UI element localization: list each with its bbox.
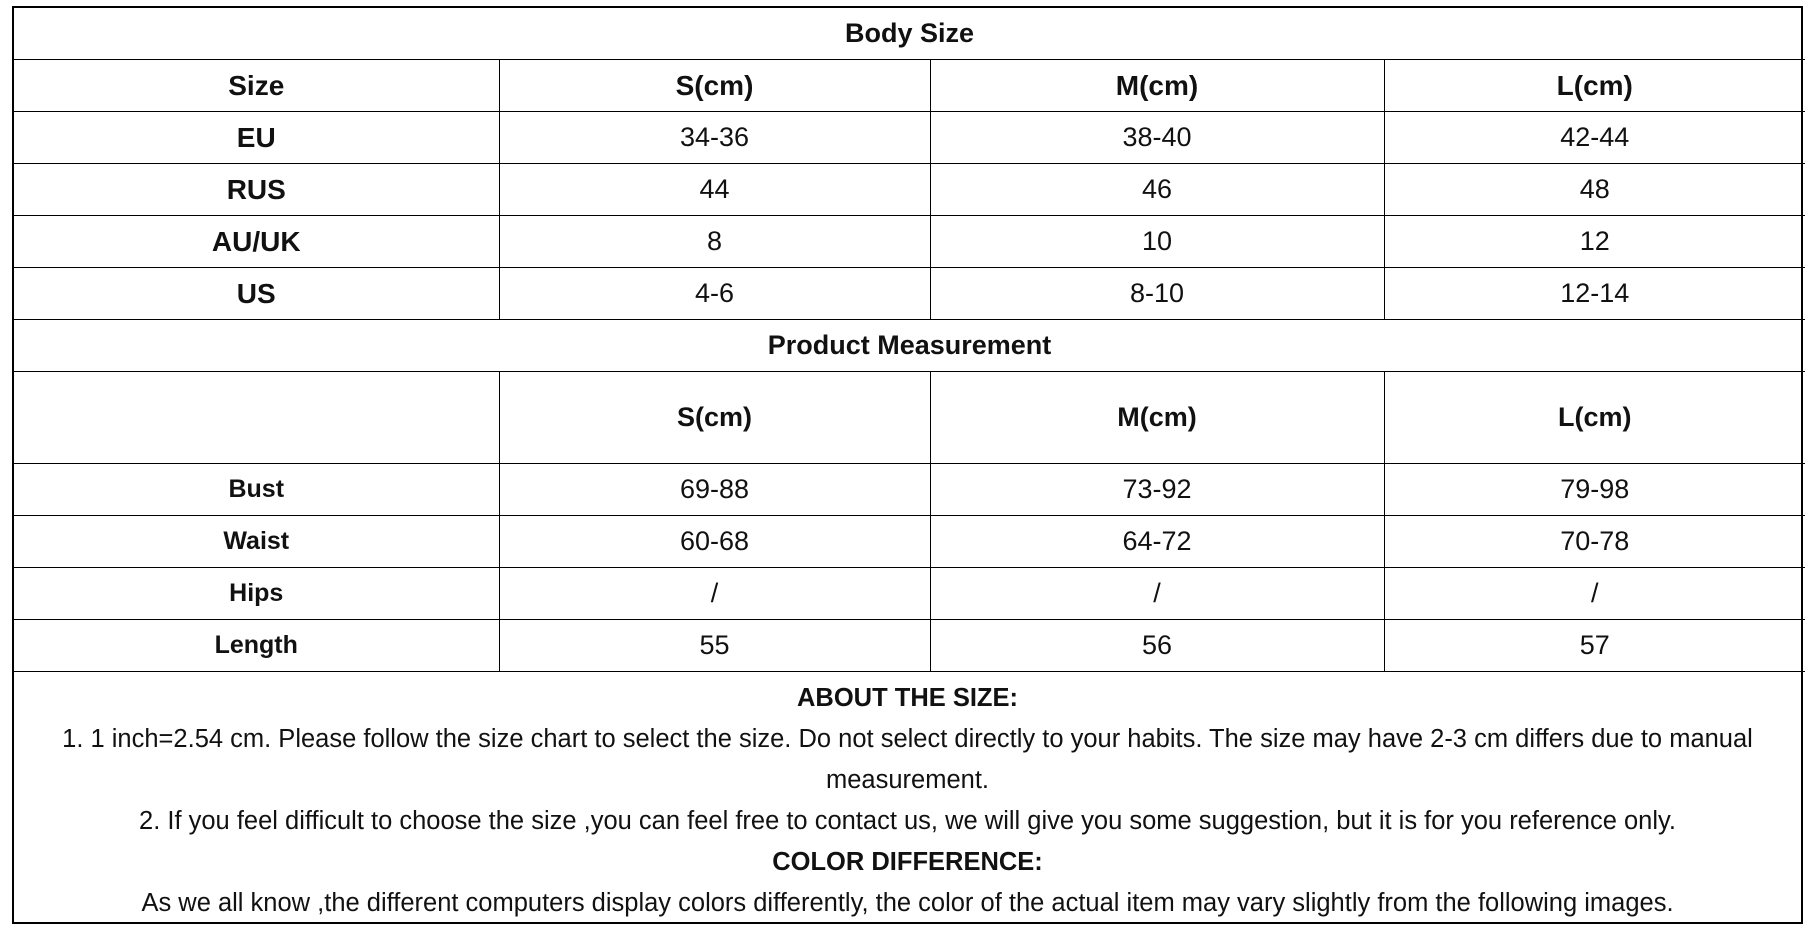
table-cell: 46 (930, 164, 1384, 216)
product-measurement-title: Product Measurement (14, 320, 1805, 372)
row-label: AU/UK (14, 216, 499, 268)
column-header: S(cm) (499, 372, 930, 464)
table-cell: 73-92 (930, 464, 1384, 516)
table-cell: 8-10 (930, 268, 1384, 320)
table-cell: 10 (930, 216, 1384, 268)
size-chart-sheet (12, 6, 1803, 924)
color-difference-note: As we all know ,the different computers display colors differently, the color of the actual item may vary slightly from the following images. (141, 889, 1674, 917)
table-row (14, 568, 1805, 620)
column-header: S(cm) (499, 60, 930, 112)
row-label: Waist (14, 516, 499, 568)
table-cell: 48 (1384, 164, 1805, 216)
table-row (14, 620, 1805, 672)
table-cell: 60-68 (499, 516, 930, 568)
body-size-title-row (14, 8, 1805, 60)
color-difference-title: COLOR DIFFERENCE: (772, 848, 1043, 876)
table-cell: / (499, 568, 930, 620)
table-cell: 64-72 (930, 516, 1384, 568)
row-label: US (14, 268, 499, 320)
table-cell: 57 (1384, 620, 1805, 672)
table-cell: 12-14 (1384, 268, 1805, 320)
row-label: RUS (14, 164, 499, 216)
column-header: L(cm) (1384, 60, 1805, 112)
column-header: L(cm) (1384, 372, 1805, 464)
table-cell: 8 (499, 216, 930, 268)
column-header: M(cm) (930, 372, 1384, 464)
product-measurement-title-row (14, 320, 1805, 372)
row-label: EU (14, 112, 499, 164)
table-cell: 56 (930, 620, 1384, 672)
table-cell: 4-6 (499, 268, 930, 320)
table-row (14, 268, 1805, 320)
table-cell: 69-88 (499, 464, 930, 516)
size-table (14, 8, 1805, 672)
table-row (14, 164, 1805, 216)
table-row (14, 112, 1805, 164)
table-row (14, 464, 1805, 516)
column-header (14, 372, 499, 464)
table-cell: 55 (499, 620, 930, 672)
about-size-title: ABOUT THE SIZE: (797, 684, 1018, 712)
table-row (14, 216, 1805, 268)
row-label: Hips (14, 568, 499, 620)
about-size-note-1: 1. 1 inch=2.54 cm. Please follow the size chart to select the size. Do not select directly to your habits. The size may have 2-3 cm differs due to manual measurement. (62, 725, 1753, 794)
column-header: M(cm) (930, 60, 1384, 112)
table-cell: 42-44 (1384, 112, 1805, 164)
body-size-title: Body Size (14, 8, 1805, 60)
size-notes (14, 672, 1801, 924)
table-cell: 34-36 (499, 112, 930, 164)
table-cell: / (930, 568, 1384, 620)
table-row (14, 516, 1805, 568)
table-cell: 38-40 (930, 112, 1384, 164)
table-cell: 79-98 (1384, 464, 1805, 516)
product-measurement-header-row (14, 372, 1805, 464)
body-size-header-row (14, 60, 1805, 112)
table-cell: 44 (499, 164, 930, 216)
row-label: Length (14, 620, 499, 672)
table-cell: 70-78 (1384, 516, 1805, 568)
table-cell: 12 (1384, 216, 1805, 268)
column-header: Size (14, 60, 499, 112)
about-size-note-2: 2. If you feel difficult to choose the size ,you can feel free to contact us, we will give you some suggestion, but it is for you reference only. (139, 807, 1676, 835)
row-label: Bust (14, 464, 499, 516)
table-cell: / (1384, 568, 1805, 620)
